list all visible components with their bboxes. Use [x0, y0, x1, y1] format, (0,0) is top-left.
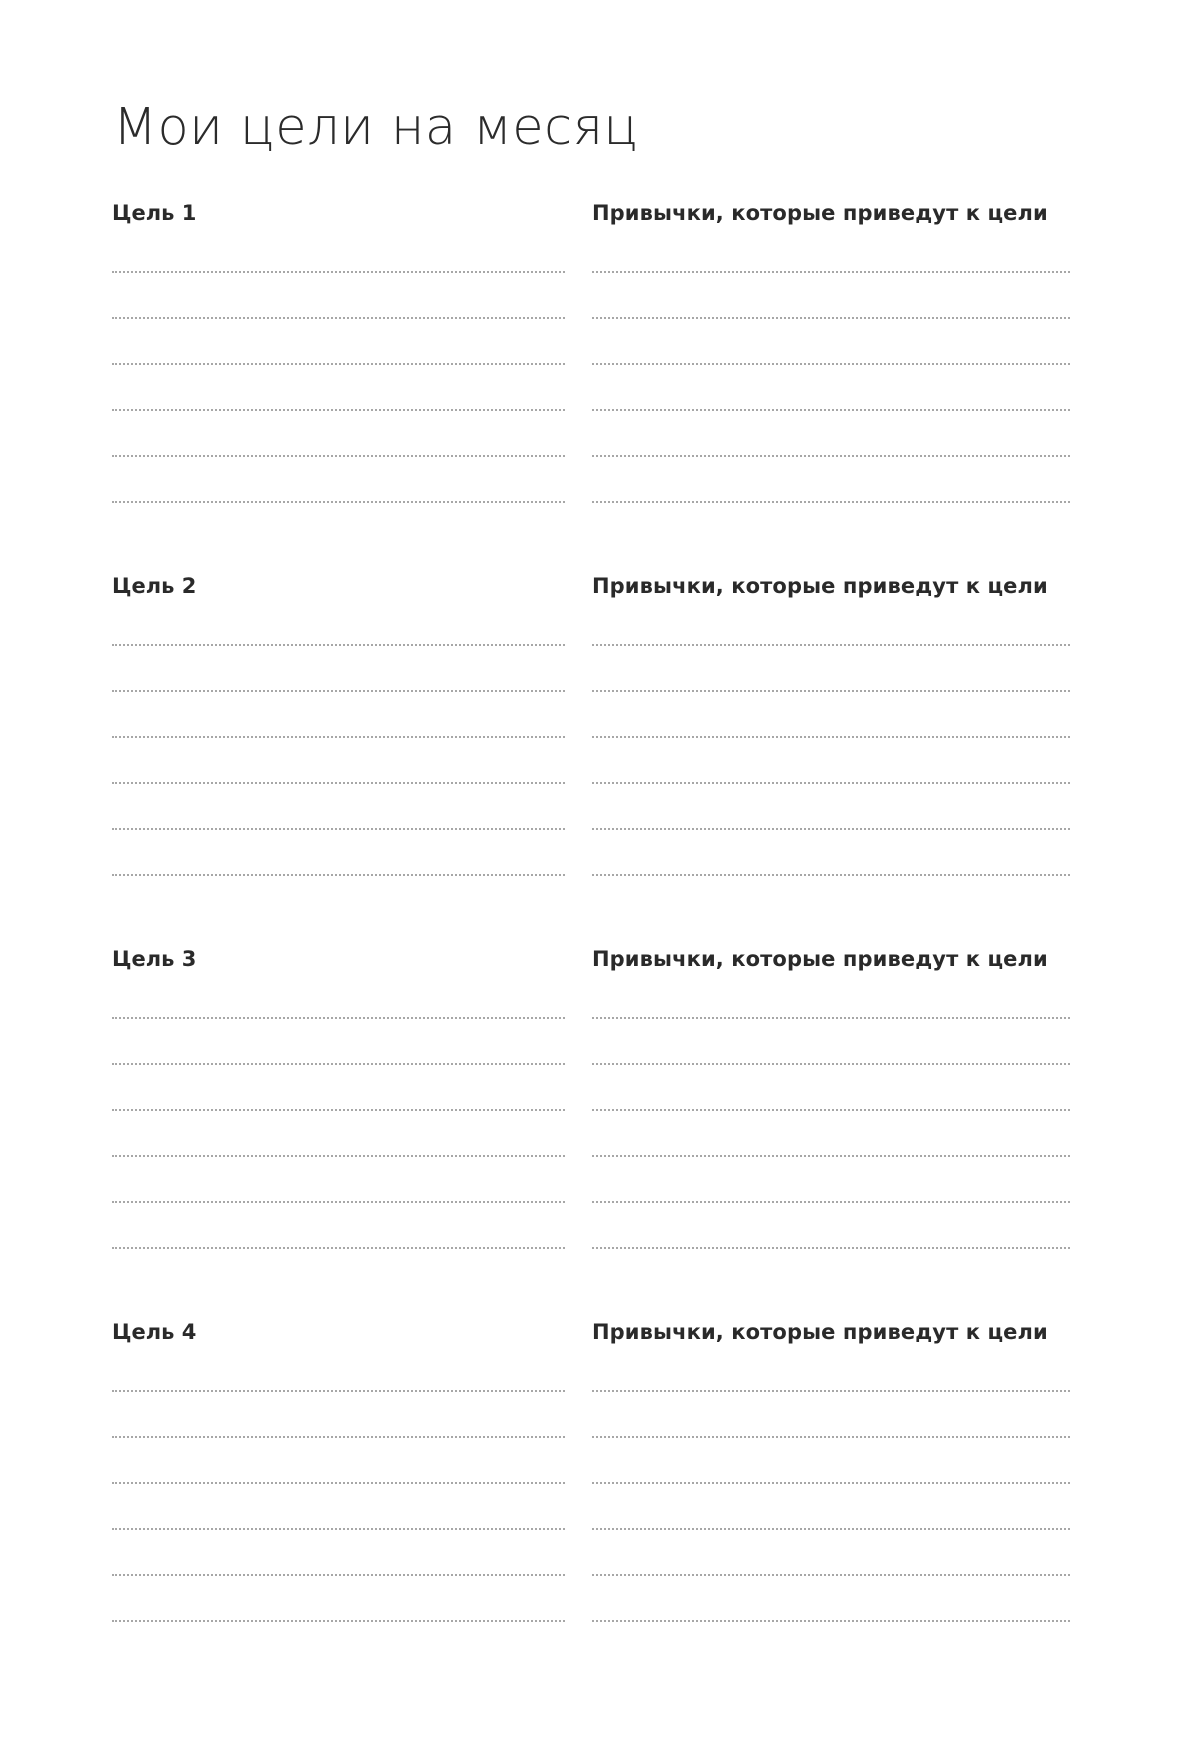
writing-line[interactable]	[112, 874, 565, 876]
writing-line[interactable]	[592, 363, 1070, 365]
writing-line[interactable]	[592, 501, 1070, 503]
habits-label: Привычки, которые приведут к цели	[592, 201, 1048, 225]
writing-line[interactable]	[112, 644, 565, 646]
goal-column	[112, 944, 565, 974]
writing-line[interactable]	[112, 1620, 565, 1622]
goal-section-4	[0, 1317, 1200, 1637]
writing-line[interactable]	[112, 1017, 565, 1019]
writing-line[interactable]	[112, 1109, 565, 1111]
goal-section-2	[0, 571, 1200, 891]
writing-line[interactable]	[592, 782, 1070, 784]
writing-line[interactable]	[112, 1528, 565, 1530]
habits-label: Привычки, которые приведут к цели	[592, 947, 1048, 971]
writing-line[interactable]	[112, 1247, 565, 1249]
writing-line[interactable]	[592, 1574, 1070, 1576]
writing-line[interactable]	[592, 1390, 1070, 1392]
writing-line[interactable]	[592, 1109, 1070, 1111]
writing-line[interactable]	[112, 736, 565, 738]
writing-line[interactable]	[112, 1201, 565, 1203]
page-title: Мои цели на месяц	[113, 98, 639, 157]
goal-label: Цель 1	[112, 201, 197, 225]
writing-line[interactable]	[112, 1390, 565, 1392]
writing-line[interactable]	[112, 782, 565, 784]
writing-line[interactable]	[112, 1482, 565, 1484]
writing-line[interactable]	[592, 828, 1070, 830]
writing-line[interactable]	[592, 455, 1070, 457]
writing-line[interactable]	[592, 1017, 1070, 1019]
goal-label: Цель 2	[112, 574, 197, 598]
writing-line[interactable]	[592, 1155, 1070, 1157]
goal-column	[112, 1317, 565, 1347]
writing-line[interactable]	[592, 1201, 1070, 1203]
goal-column	[112, 198, 565, 228]
writing-line[interactable]	[592, 1528, 1070, 1530]
habits-column	[592, 198, 1070, 228]
writing-line[interactable]	[112, 1574, 565, 1576]
writing-line[interactable]	[112, 828, 565, 830]
writing-line[interactable]	[592, 1620, 1070, 1622]
goal-column	[112, 571, 565, 601]
writing-line[interactable]	[112, 363, 565, 365]
writing-line[interactable]	[592, 1063, 1070, 1065]
habits-column	[592, 1317, 1070, 1347]
goal-label: Цель 3	[112, 947, 197, 971]
writing-line[interactable]	[592, 1482, 1070, 1484]
goal-section-1	[0, 198, 1200, 518]
writing-line[interactable]	[112, 317, 565, 319]
writing-line[interactable]	[112, 690, 565, 692]
writing-line[interactable]	[112, 1155, 565, 1157]
writing-line[interactable]	[592, 317, 1070, 319]
habits-label: Привычки, которые приведут к цели	[592, 574, 1048, 598]
writing-line[interactable]	[592, 271, 1070, 273]
habits-label: Привычки, которые приведут к цели	[592, 1320, 1048, 1344]
writing-line[interactable]	[112, 1436, 565, 1438]
writing-line[interactable]	[592, 1247, 1070, 1249]
writing-line[interactable]	[592, 1436, 1070, 1438]
writing-line[interactable]	[592, 409, 1070, 411]
writing-line[interactable]	[592, 874, 1070, 876]
writing-line[interactable]	[112, 455, 565, 457]
writing-line[interactable]	[112, 1063, 565, 1065]
writing-line[interactable]	[592, 736, 1070, 738]
goal-section-3	[0, 944, 1200, 1264]
writing-line[interactable]	[592, 690, 1070, 692]
writing-line[interactable]	[112, 501, 565, 503]
writing-line[interactable]	[112, 409, 565, 411]
habits-column	[592, 944, 1070, 974]
goal-label: Цель 4	[112, 1320, 197, 1344]
writing-line[interactable]	[592, 644, 1070, 646]
habits-column	[592, 571, 1070, 601]
writing-line[interactable]	[112, 271, 565, 273]
